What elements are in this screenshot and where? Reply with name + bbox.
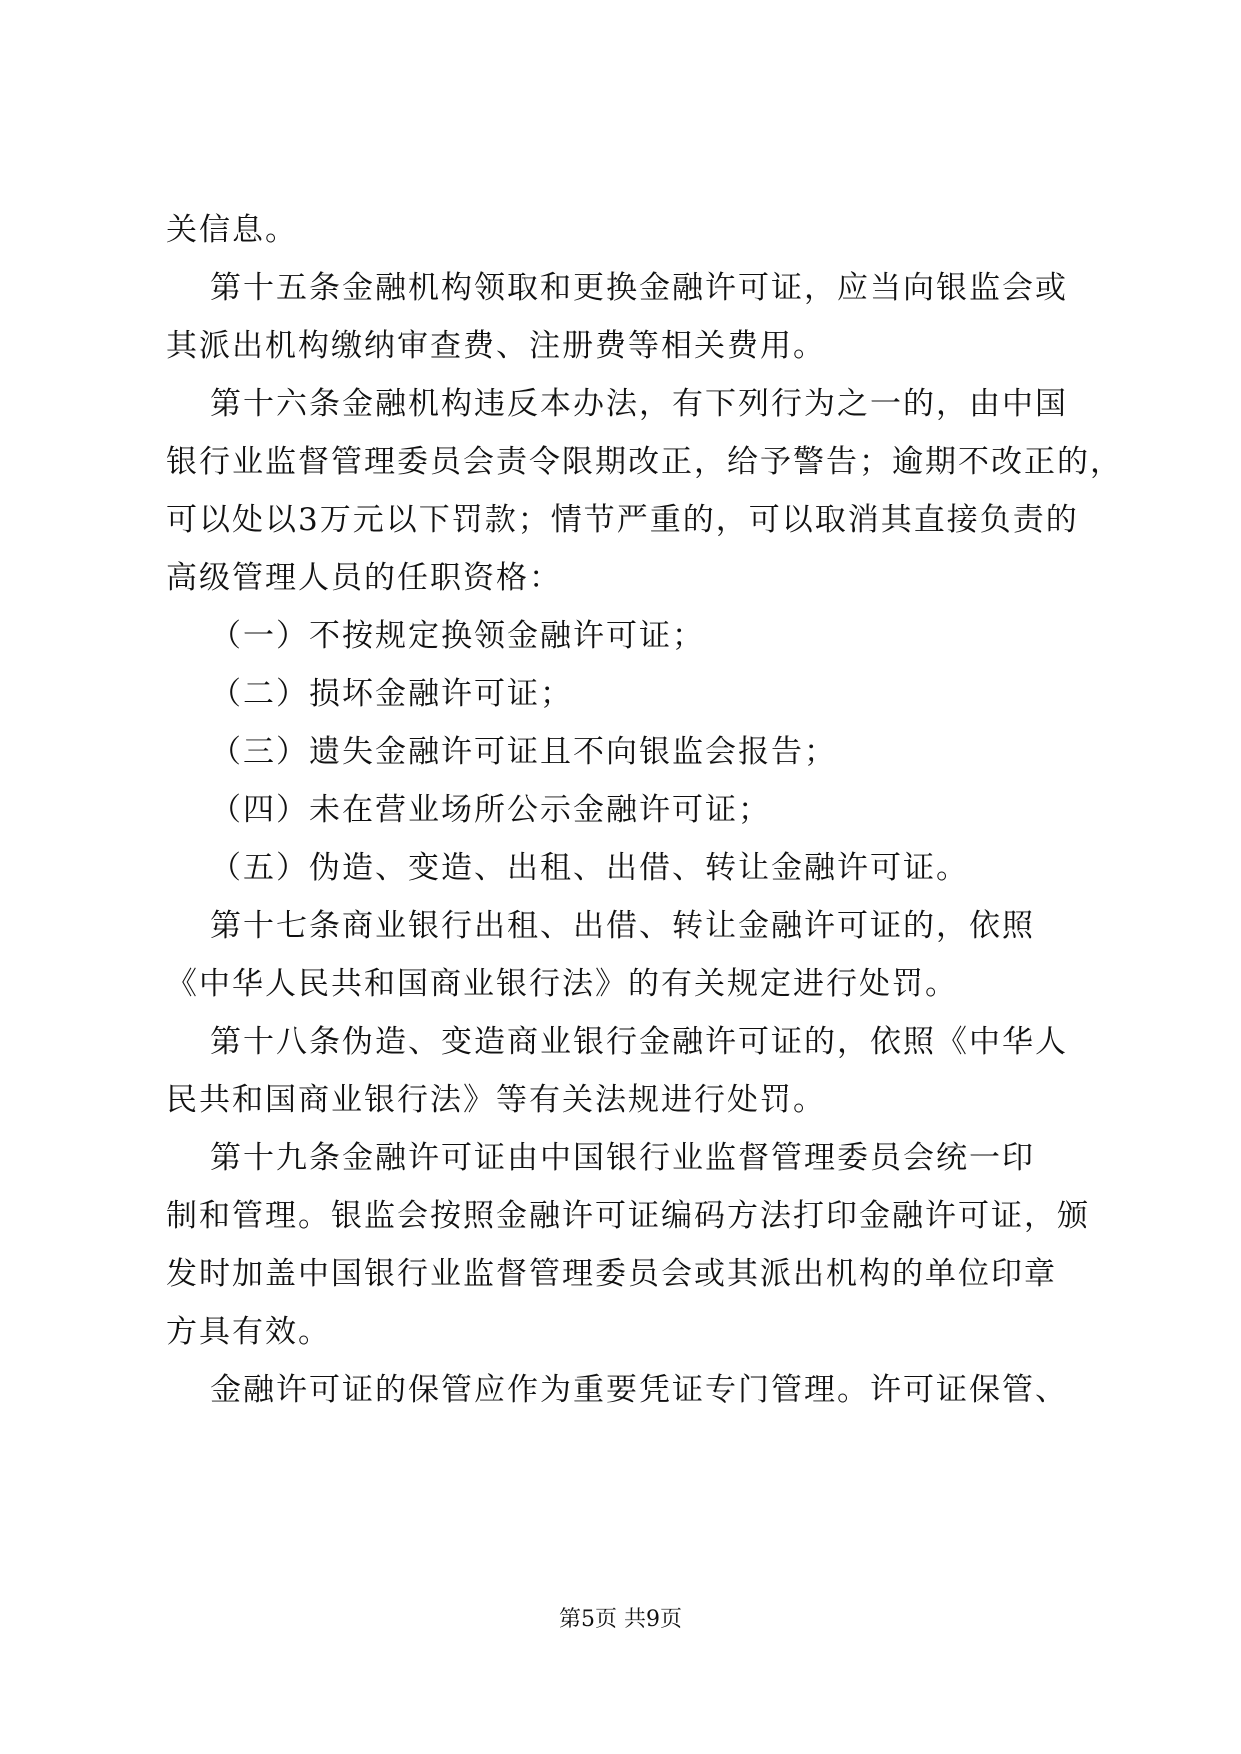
text-line: 《中华人民共和国商业银行法》的有关规定进行处罚。 (166, 966, 958, 1002)
text-line: 第十五条金融机构领取和更换金融许可证，应当向银监会或 (210, 270, 1068, 306)
list-item: （三）遗失金融许可证且不向银监会报告； (210, 734, 837, 770)
text-line: 银行业监督管理委员会责令限期改正，给予警告；逾期不改正的， (166, 444, 1123, 480)
text-line: 制和管理。银监会按照金融许可证编码方法打印金融许可证，颁 (166, 1198, 1090, 1234)
page-number-footer: 第5页 共9页 (559, 1607, 682, 1632)
text-line: 金融许可证的保管应作为重要凭证专门管理。许可证保管、 (210, 1372, 1068, 1408)
text-line: 可以处以3万元以下罚款；情节严重的，可以取消其直接负责的 (166, 502, 1079, 538)
list-item: （二）损坏金融许可证； (210, 676, 573, 712)
text-line: 第十六条金融机构违反本办法，有下列行为之一的，由中国 (210, 386, 1068, 422)
list-item: （四）未在营业场所公示金融许可证； (210, 792, 771, 828)
text-line: 第十八条伪造、变造商业银行金融许可证的，依照《中华人 (210, 1024, 1068, 1060)
list-item: （一）不按规定换领金融许可证； (210, 618, 705, 654)
text-line: 第十七条商业银行出租、出借、转让金融许可证的，依照 (210, 908, 1035, 944)
text-line: 关信息。 (166, 212, 298, 248)
text-line: 民共和国商业银行法》等有关法规进行处罚。 (166, 1082, 826, 1118)
text-line: 高级管理人员的任职资格： (166, 560, 562, 596)
text-line: 其派出机构缴纳审查费、注册费等相关费用。 (166, 328, 826, 364)
text-line: 发时加盖中国银行业监督管理委员会或其派出机构的单位印章 (166, 1256, 1057, 1292)
text-line: 第十九条金融许可证由中国银行业监督管理委员会统一印 (210, 1140, 1035, 1176)
list-item: （五）伪造、变造、出租、出借、转让金融许可证。 (210, 850, 969, 886)
text-line: 方具有效。 (166, 1314, 331, 1350)
